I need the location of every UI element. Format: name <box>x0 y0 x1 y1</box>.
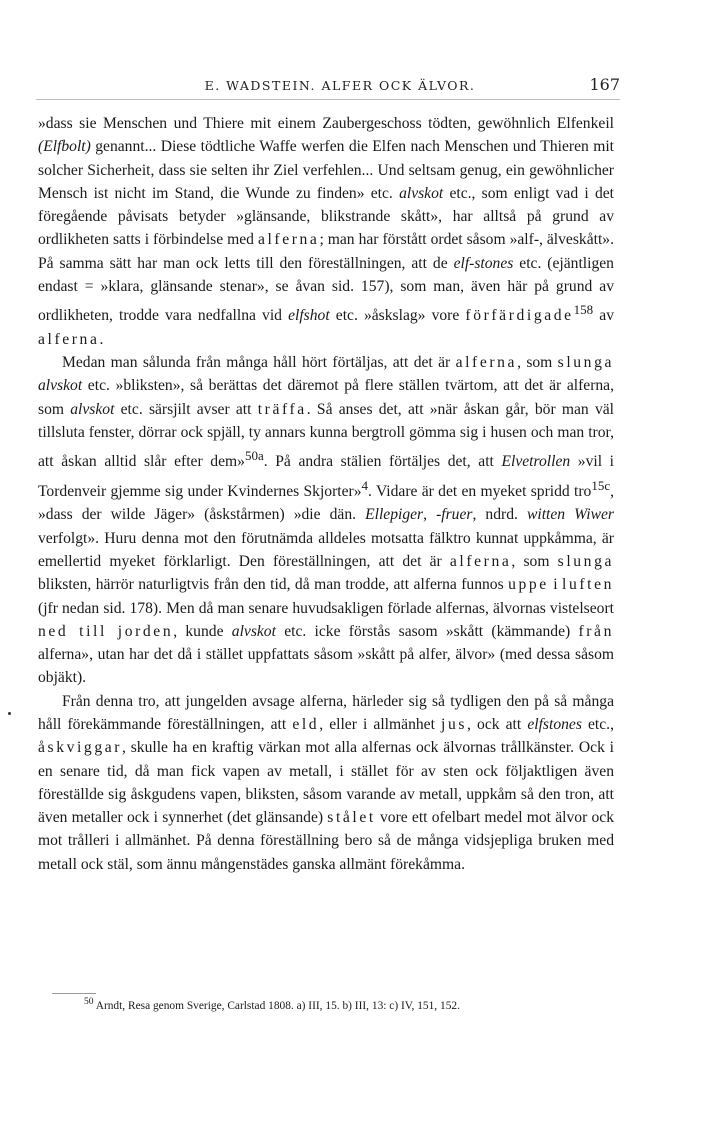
page-number: 167 <box>589 75 620 94</box>
paragraph-2: Medan man sålunda från många håll hört förtäljas, att det är alferna, som slunga alvskot etc. »bliksten», så berättas det däremot på flere ställen tvärtom, att det är alferna, som alvskot etc. särsjilt avser att träffa. Så anses det, att »när åskan går, bör man väl tillsluta fenster, dörrar ock spjäll, ty annars kunna bergtroll gömma sig i husen och man tror, att åskan alltid slår efter dem»$^{50a}$. På andra stälien förtäljes det, att Elvetrollen »vil i Tordenveir gjemme sig under Kvindernes Skjorter»$^4$. Vidare är det en myeket spridd tro$^{15c}$, »dass der wilde Jäger» (åskstårmen) »die dän. Ellepiger, -fruer, ndrd. witten Wiwer verfolgt». Huru denna mot den förutnämda alldeles motsatta fälktro kunnat uppkåmma, är emellertid myeket förklarligt. Den föreställningen, att det är alferna, som slunga bliksten, härrör naturligtvis från den tid, då man trodde, att alferna funnos uppe i luften (jfr nedan sid. 178). Men då man senare huvudsakligen förlade alfernas, älvornas vistelseort ned till jorden, kunde alvskot etc. icke förstås sasom »skått (kämmande) från alferna», utan har det då i stället uppfattats såsom »skått på alfer, älvor» (med dessa såsom objäkt). <box>38 354 614 687</box>
running-header <box>52 70 628 100</box>
body-text <box>38 112 614 876</box>
paragraph-3: Från denna tro, att jungelden avsage alferna, härleder sig så tydligen den på så många håll förekämmande föreställningen, att eld, eller i allmänhet jus, ock att elfstones etc., åskviggar, skulle ha en kraftig värkan mot alla alfernas ock älvornas trållkänster. Ock i en senare tid, då man fick vapen av metall, i stället för av sten ock följaktligen även föreställde sig åskgudens vapen, bliksten, såsom varande av metall, uppkåm så den tron, att även metaller ock i synnerhet (det glänsande) stålet vore ett ofelbart medel mot älvor ock mot trålleri i allmänhet. På denna föreställning bero så de många vidsjepliga bruken med metall ock stäl, som ännu mångenstädes ganska allmänt förekåmma. <box>38 692 614 873</box>
margin-mark <box>8 712 11 715</box>
paragraph-1: »dass sie Menschen und Thiere mit einem Zaubergeschoss tödten, gewöhnlich Elfenkeil (Elfbolt) genannt... Diese tödtliche Waffe werfen die Elfen nach Menschen und Thieren mit solcher Sicherheit, dass sie selten ihr Ziel verfehlen... Und seltsam genug, ein gewöhnlicher Mensch ist nicht im Stand, die Wunde zu finden» etc. alvskot etc., som enligt vad i det föregående påvisats betyder »glänsande, blikstrande skått», har alltså på grund av ordlikheten satts i förbindelse med alferna; man har förstått ordet såsom »alf-, älveskått». På samma sätt har man ock letts till den föreställningen, att de elf-stones etc. (ejäntligen endast = »klara, glänsande stenar», se åvan sid. 157), som man, även här på grund av ordlikheten, trodde vara nedfallna vid elfshot etc. »åskslag» vore förfärdigade$^{158}$ av alferna. <box>38 115 615 348</box>
footnote-number: 50 <box>84 997 94 1007</box>
header-rule <box>36 99 620 100</box>
running-title: E. WADSTEIN. ALFER OCK ÄLVOR. <box>204 78 476 93</box>
footnote-text: Arndt, Resa genom Sverige, Carlstad 1808. a) III, 15. b) III, 13: c) IV, 151, 152. <box>95 999 460 1012</box>
footnote <box>84 994 624 1014</box>
